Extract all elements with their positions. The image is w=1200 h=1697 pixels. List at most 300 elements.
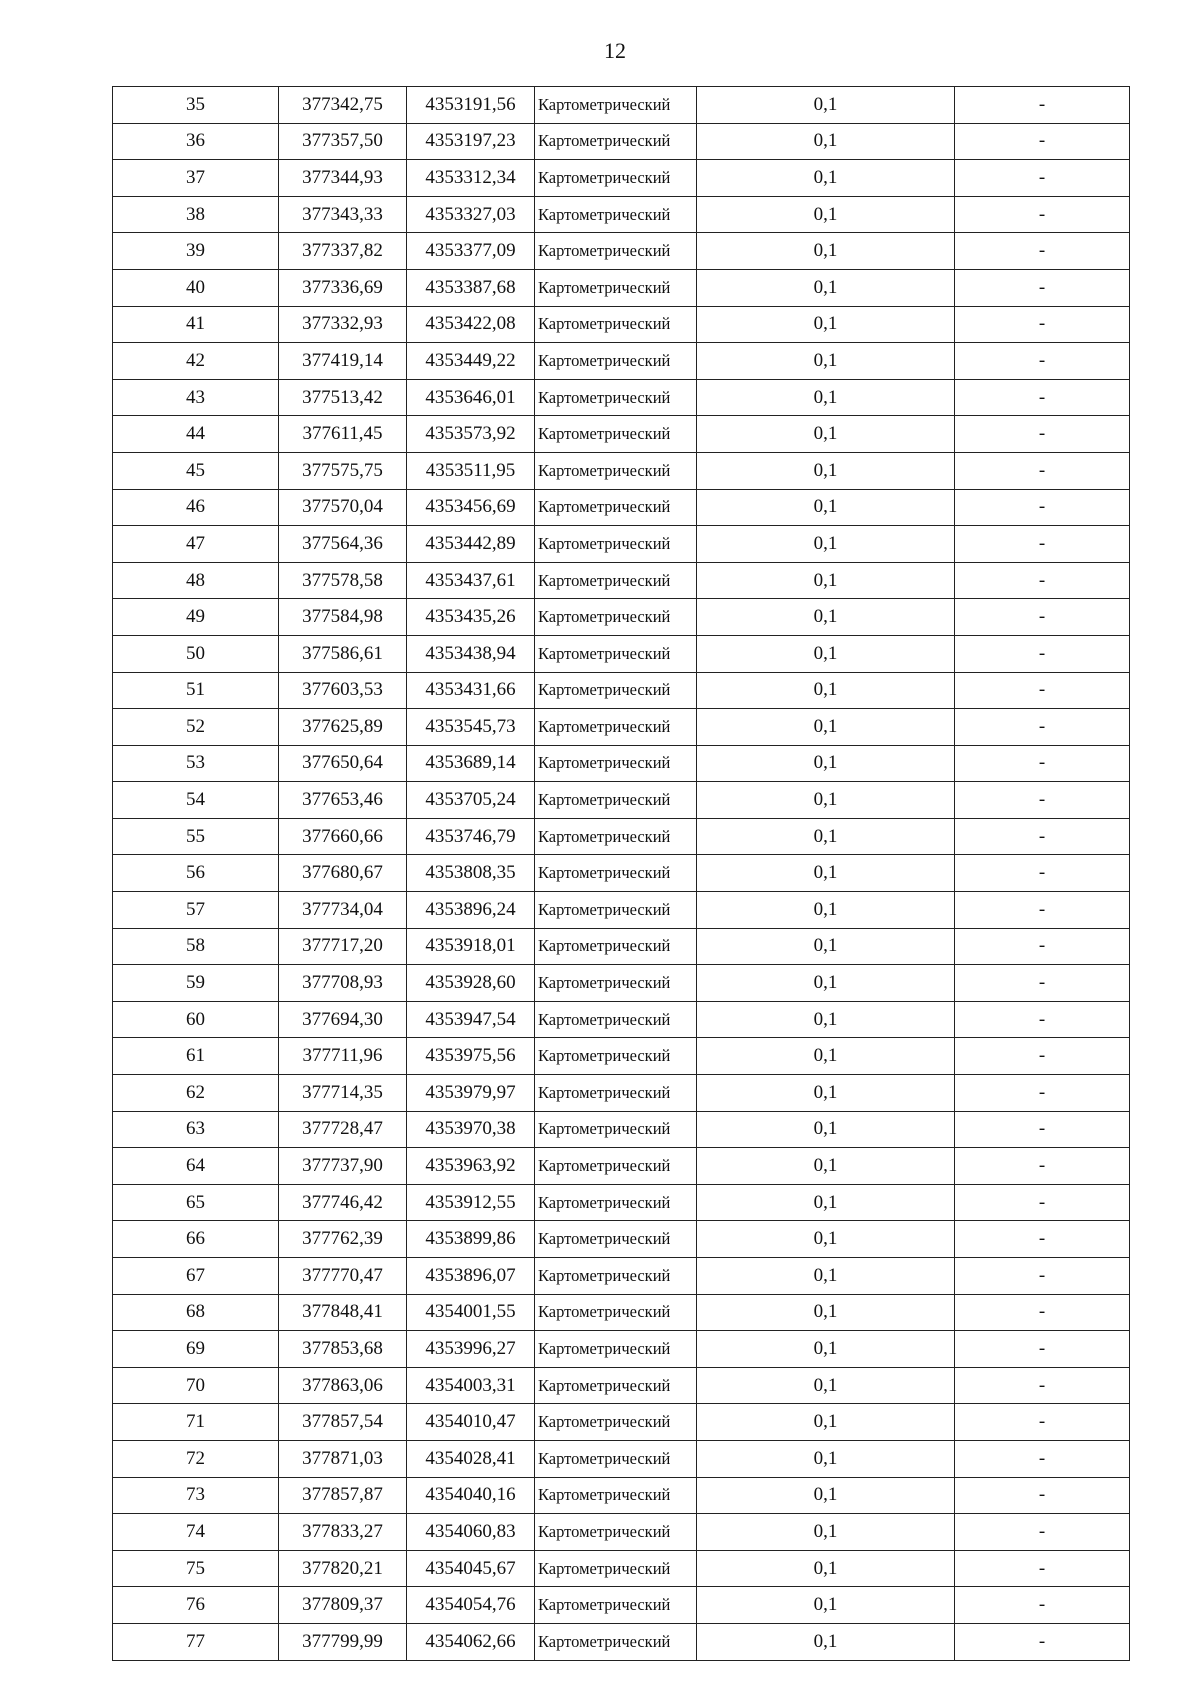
accuracy-cell: 0,1 [697,306,955,343]
x-coordinate-cell: 377570,04 [279,489,407,526]
y-coordinate-cell: 4353970,38 [407,1111,535,1148]
table-row [113,892,1130,929]
accuracy-cell: 0,1 [697,343,955,380]
x-coordinate-cell: 377332,93 [279,306,407,343]
point-number-cell: 66 [113,1221,279,1258]
y-coordinate-cell: 4353746,79 [407,818,535,855]
method-cell: Картометрический [535,1514,697,1551]
description-cell: - [955,343,1130,380]
point-number-cell: 40 [113,269,279,306]
y-coordinate-cell: 4353705,24 [407,782,535,819]
accuracy-cell: 0,1 [697,562,955,599]
method-cell: Картометрический [535,416,697,453]
point-number-cell: 38 [113,196,279,233]
x-coordinate-cell: 377746,42 [279,1184,407,1221]
x-coordinate-cell: 377680,67 [279,855,407,892]
point-number-cell: 57 [113,892,279,929]
x-coordinate-cell: 377853,68 [279,1331,407,1368]
point-number-cell: 39 [113,233,279,270]
accuracy-cell: 0,1 [697,1001,955,1038]
description-cell: - [955,892,1130,929]
point-number-cell: 44 [113,416,279,453]
description-cell: - [955,233,1130,270]
method-cell: Картометрический [535,562,697,599]
description-cell: - [955,1440,1130,1477]
x-coordinate-cell: 377708,93 [279,965,407,1002]
y-coordinate-cell: 4353912,55 [407,1184,535,1221]
table-row [113,1331,1130,1368]
x-coordinate-cell: 377611,45 [279,416,407,453]
point-number-cell: 69 [113,1331,279,1368]
page-number: 12 [604,38,626,63]
y-coordinate-cell: 4353422,08 [407,306,535,343]
y-coordinate-cell: 4353899,86 [407,1221,535,1258]
x-coordinate-cell: 377857,54 [279,1404,407,1441]
accuracy-cell: 0,1 [697,892,955,929]
accuracy-cell: 0,1 [697,1404,955,1441]
table-row [113,196,1130,233]
description-cell: - [955,87,1130,124]
point-number-cell: 71 [113,1404,279,1441]
y-coordinate-cell: 4353327,03 [407,196,535,233]
method-cell: Картометрический [535,1221,697,1258]
table-row [113,855,1130,892]
y-coordinate-cell: 4353438,94 [407,635,535,672]
point-number-cell: 54 [113,782,279,819]
point-number-cell: 53 [113,745,279,782]
x-coordinate-cell: 377737,90 [279,1148,407,1185]
y-coordinate-cell: 4353979,97 [407,1075,535,1112]
y-coordinate-cell: 4353947,54 [407,1001,535,1038]
description-cell: - [955,452,1130,489]
x-coordinate-cell: 377833,27 [279,1514,407,1551]
description-cell: - [955,1221,1130,1258]
table-row [113,1587,1130,1624]
description-cell: - [955,1294,1130,1331]
point-number-cell: 35 [113,87,279,124]
method-cell: Картометрический [535,452,697,489]
table-row [113,1440,1130,1477]
table-row [113,87,1130,124]
method-cell: Картометрический [535,269,697,306]
y-coordinate-cell: 4353646,01 [407,379,535,416]
method-cell: Картометрический [535,1440,697,1477]
method-cell: Картометрический [535,233,697,270]
description-cell: - [955,1367,1130,1404]
point-number-cell: 72 [113,1440,279,1477]
x-coordinate-cell: 377857,87 [279,1477,407,1514]
table-row [113,416,1130,453]
table-row [113,123,1130,160]
description-cell: - [955,1038,1130,1075]
x-coordinate-cell: 377650,64 [279,745,407,782]
description-cell: - [955,123,1130,160]
y-coordinate-cell: 4353449,22 [407,343,535,380]
method-cell: Картометрический [535,1623,697,1660]
table-row [113,1550,1130,1587]
method-cell: Картометрический [535,1294,697,1331]
y-coordinate-cell: 4353511,95 [407,452,535,489]
table-row [113,1258,1130,1295]
x-coordinate-cell: 377575,75 [279,452,407,489]
table-row [113,1184,1130,1221]
x-coordinate-cell: 377584,98 [279,599,407,636]
y-coordinate-cell: 4353963,92 [407,1148,535,1185]
description-cell: - [955,599,1130,636]
point-number-cell: 45 [113,452,279,489]
point-number-cell: 47 [113,526,279,563]
x-coordinate-cell: 377717,20 [279,928,407,965]
method-cell: Картометрический [535,965,697,1002]
y-coordinate-cell: 4354040,16 [407,1477,535,1514]
accuracy-cell: 0,1 [697,672,955,709]
description-cell: - [955,1001,1130,1038]
table-row [113,1148,1130,1185]
accuracy-cell: 0,1 [697,782,955,819]
point-number-cell: 42 [113,343,279,380]
point-number-cell: 68 [113,1294,279,1331]
y-coordinate-cell: 4353191,56 [407,87,535,124]
description-cell: - [955,306,1130,343]
y-coordinate-cell: 4353431,66 [407,672,535,709]
description-cell: - [955,1331,1130,1368]
method-cell: Картометрический [535,1404,697,1441]
accuracy-cell: 0,1 [697,87,955,124]
description-cell: - [955,269,1130,306]
method-cell: Картометрический [535,1038,697,1075]
point-number-cell: 37 [113,160,279,197]
x-coordinate-cell: 377770,47 [279,1258,407,1295]
x-coordinate-cell: 377820,21 [279,1550,407,1587]
description-cell: - [955,526,1130,563]
table-row [113,782,1130,819]
x-coordinate-cell: 377694,30 [279,1001,407,1038]
method-cell: Картометрический [535,892,697,929]
y-coordinate-cell: 4353442,89 [407,526,535,563]
coordinates-table-body [113,87,1130,1661]
table-row [113,1221,1130,1258]
y-coordinate-cell: 4353918,01 [407,928,535,965]
point-number-cell: 56 [113,855,279,892]
point-number-cell: 70 [113,1367,279,1404]
y-coordinate-cell: 4353437,61 [407,562,535,599]
method-cell: Картометрический [535,123,697,160]
description-cell: - [955,1623,1130,1660]
x-coordinate-cell: 377871,03 [279,1440,407,1477]
table-row [113,562,1130,599]
accuracy-cell: 0,1 [697,855,955,892]
accuracy-cell: 0,1 [697,1148,955,1185]
method-cell: Картометрический [535,1258,697,1295]
description-cell: - [955,196,1130,233]
accuracy-cell: 0,1 [697,745,955,782]
accuracy-cell: 0,1 [697,928,955,965]
point-number-cell: 77 [113,1623,279,1660]
description-cell: - [955,1111,1130,1148]
table-row [113,343,1130,380]
method-cell: Картометрический [535,489,697,526]
accuracy-cell: 0,1 [697,635,955,672]
x-coordinate-cell: 377714,35 [279,1075,407,1112]
accuracy-cell: 0,1 [697,1075,955,1112]
point-number-cell: 43 [113,379,279,416]
accuracy-cell: 0,1 [697,1440,955,1477]
point-number-cell: 67 [113,1258,279,1295]
point-number-cell: 52 [113,709,279,746]
y-coordinate-cell: 4353928,60 [407,965,535,1002]
method-cell: Картометрический [535,782,697,819]
method-cell: Картометрический [535,928,697,965]
x-coordinate-cell: 377578,58 [279,562,407,599]
accuracy-cell: 0,1 [697,1221,955,1258]
y-coordinate-cell: 4354001,55 [407,1294,535,1331]
description-cell: - [955,1550,1130,1587]
table-row [113,1623,1130,1660]
point-number-cell: 59 [113,965,279,1002]
table-row [113,1404,1130,1441]
table-row [113,379,1130,416]
x-coordinate-cell: 377342,75 [279,87,407,124]
accuracy-cell: 0,1 [697,1258,955,1295]
method-cell: Картометрический [535,160,697,197]
table-row [113,1514,1130,1551]
point-number-cell: 46 [113,489,279,526]
y-coordinate-cell: 4354060,83 [407,1514,535,1551]
table-row [113,489,1130,526]
y-coordinate-cell: 4353387,68 [407,269,535,306]
accuracy-cell: 0,1 [697,965,955,1002]
method-cell: Картометрический [535,1587,697,1624]
y-coordinate-cell: 4354045,67 [407,1550,535,1587]
description-cell: - [955,562,1130,599]
table-row [113,1477,1130,1514]
description-cell: - [955,965,1130,1002]
table-row [113,1075,1130,1112]
point-number-cell: 58 [113,928,279,965]
accuracy-cell: 0,1 [697,379,955,416]
method-cell: Картометрический [535,855,697,892]
method-cell: Картометрический [535,1148,697,1185]
x-coordinate-cell: 377603,53 [279,672,407,709]
point-number-cell: 36 [113,123,279,160]
x-coordinate-cell: 377660,66 [279,818,407,855]
point-number-cell: 61 [113,1038,279,1075]
accuracy-cell: 0,1 [697,526,955,563]
description-cell: - [955,782,1130,819]
method-cell: Картометрический [535,672,697,709]
x-coordinate-cell: 377734,04 [279,892,407,929]
method-cell: Картометрический [535,343,697,380]
point-number-cell: 65 [113,1184,279,1221]
y-coordinate-cell: 4353689,14 [407,745,535,782]
y-coordinate-cell: 4353197,23 [407,123,535,160]
table-row [113,928,1130,965]
table-row [113,599,1130,636]
table-row [113,745,1130,782]
point-number-cell: 74 [113,1514,279,1551]
table-row [113,672,1130,709]
y-coordinate-cell: 4353808,35 [407,855,535,892]
x-coordinate-cell: 377848,41 [279,1294,407,1331]
table-row [113,1367,1130,1404]
description-cell: - [955,1184,1130,1221]
point-number-cell: 50 [113,635,279,672]
table-row [113,1294,1130,1331]
x-coordinate-cell: 377337,82 [279,233,407,270]
table-row [113,1038,1130,1075]
table-row [113,306,1130,343]
accuracy-cell: 0,1 [697,709,955,746]
y-coordinate-cell: 4353573,92 [407,416,535,453]
accuracy-cell: 0,1 [697,1294,955,1331]
x-coordinate-cell: 377625,89 [279,709,407,746]
method-cell: Картометрический [535,526,697,563]
accuracy-cell: 0,1 [697,416,955,453]
accuracy-cell: 0,1 [697,1587,955,1624]
accuracy-cell: 0,1 [697,452,955,489]
method-cell: Картометрический [535,1184,697,1221]
y-coordinate-cell: 4353996,27 [407,1331,535,1368]
x-coordinate-cell: 377863,06 [279,1367,407,1404]
method-cell: Картометрический [535,1001,697,1038]
method-cell: Картометрический [535,1477,697,1514]
x-coordinate-cell: 377336,69 [279,269,407,306]
method-cell: Картометрический [535,1331,697,1368]
point-number-cell: 48 [113,562,279,599]
table-row [113,635,1130,672]
method-cell: Картометрический [535,196,697,233]
x-coordinate-cell: 377586,61 [279,635,407,672]
accuracy-cell: 0,1 [697,123,955,160]
point-number-cell: 60 [113,1001,279,1038]
point-number-cell: 75 [113,1550,279,1587]
x-coordinate-cell: 377799,99 [279,1623,407,1660]
point-number-cell: 76 [113,1587,279,1624]
description-cell: - [955,1148,1130,1185]
y-coordinate-cell: 4353377,09 [407,233,535,270]
accuracy-cell: 0,1 [697,1477,955,1514]
point-number-cell: 73 [113,1477,279,1514]
y-coordinate-cell: 4353896,07 [407,1258,535,1295]
description-cell: - [955,489,1130,526]
method-cell: Картометрический [535,818,697,855]
accuracy-cell: 0,1 [697,818,955,855]
x-coordinate-cell: 377728,47 [279,1111,407,1148]
point-number-cell: 63 [113,1111,279,1148]
accuracy-cell: 0,1 [697,1111,955,1148]
point-number-cell: 49 [113,599,279,636]
description-cell: - [955,928,1130,965]
description-cell: - [955,745,1130,782]
y-coordinate-cell: 4354010,47 [407,1404,535,1441]
accuracy-cell: 0,1 [697,1331,955,1368]
accuracy-cell: 0,1 [697,160,955,197]
accuracy-cell: 0,1 [697,599,955,636]
y-coordinate-cell: 4354054,76 [407,1587,535,1624]
description-cell: - [955,1587,1130,1624]
x-coordinate-cell: 377564,36 [279,526,407,563]
method-cell: Картометрический [535,379,697,416]
point-number-cell: 41 [113,306,279,343]
description-cell: - [955,160,1130,197]
point-number-cell: 51 [113,672,279,709]
x-coordinate-cell: 377344,93 [279,160,407,197]
y-coordinate-cell: 4353896,24 [407,892,535,929]
x-coordinate-cell: 377513,42 [279,379,407,416]
accuracy-cell: 0,1 [697,1514,955,1551]
description-cell: - [955,1258,1130,1295]
description-cell: - [955,1477,1130,1514]
point-number-cell: 55 [113,818,279,855]
description-cell: - [955,818,1130,855]
y-coordinate-cell: 4354028,41 [407,1440,535,1477]
method-cell: Картометрический [535,1075,697,1112]
method-cell: Картометрический [535,599,697,636]
x-coordinate-cell: 377343,33 [279,196,407,233]
accuracy-cell: 0,1 [697,233,955,270]
table-row [113,452,1130,489]
table-row [113,1001,1130,1038]
description-cell: - [955,855,1130,892]
table-row [113,965,1130,1002]
x-coordinate-cell: 377419,14 [279,343,407,380]
table-row [113,709,1130,746]
method-cell: Картометрический [535,745,697,782]
y-coordinate-cell: 4353975,56 [407,1038,535,1075]
y-coordinate-cell: 4354062,66 [407,1623,535,1660]
coordinates-table [112,86,1130,1661]
table-row [113,233,1130,270]
y-coordinate-cell: 4353312,34 [407,160,535,197]
description-cell: - [955,1075,1130,1112]
table-row [113,160,1130,197]
accuracy-cell: 0,1 [697,489,955,526]
accuracy-cell: 0,1 [697,1367,955,1404]
point-number-cell: 64 [113,1148,279,1185]
method-cell: Картометрический [535,1550,697,1587]
description-cell: - [955,1404,1130,1441]
x-coordinate-cell: 377762,39 [279,1221,407,1258]
accuracy-cell: 0,1 [697,196,955,233]
y-coordinate-cell: 4353456,69 [407,489,535,526]
y-coordinate-cell: 4354003,31 [407,1367,535,1404]
method-cell: Картометрический [535,306,697,343]
description-cell: - [955,709,1130,746]
method-cell: Картометрический [535,1367,697,1404]
x-coordinate-cell: 377357,50 [279,123,407,160]
description-cell: - [955,416,1130,453]
y-coordinate-cell: 4353435,26 [407,599,535,636]
accuracy-cell: 0,1 [697,269,955,306]
x-coordinate-cell: 377809,37 [279,1587,407,1624]
method-cell: Картометрический [535,87,697,124]
method-cell: Картометрический [535,635,697,672]
description-cell: - [955,635,1130,672]
y-coordinate-cell: 4353545,73 [407,709,535,746]
x-coordinate-cell: 377711,96 [279,1038,407,1075]
table-row [113,818,1130,855]
table-row [113,526,1130,563]
point-number-cell: 62 [113,1075,279,1112]
accuracy-cell: 0,1 [697,1184,955,1221]
method-cell: Картометрический [535,709,697,746]
accuracy-cell: 0,1 [697,1038,955,1075]
accuracy-cell: 0,1 [697,1550,955,1587]
table-row [113,269,1130,306]
method-cell: Картометрический [535,1111,697,1148]
accuracy-cell: 0,1 [697,1623,955,1660]
x-coordinate-cell: 377653,46 [279,782,407,819]
